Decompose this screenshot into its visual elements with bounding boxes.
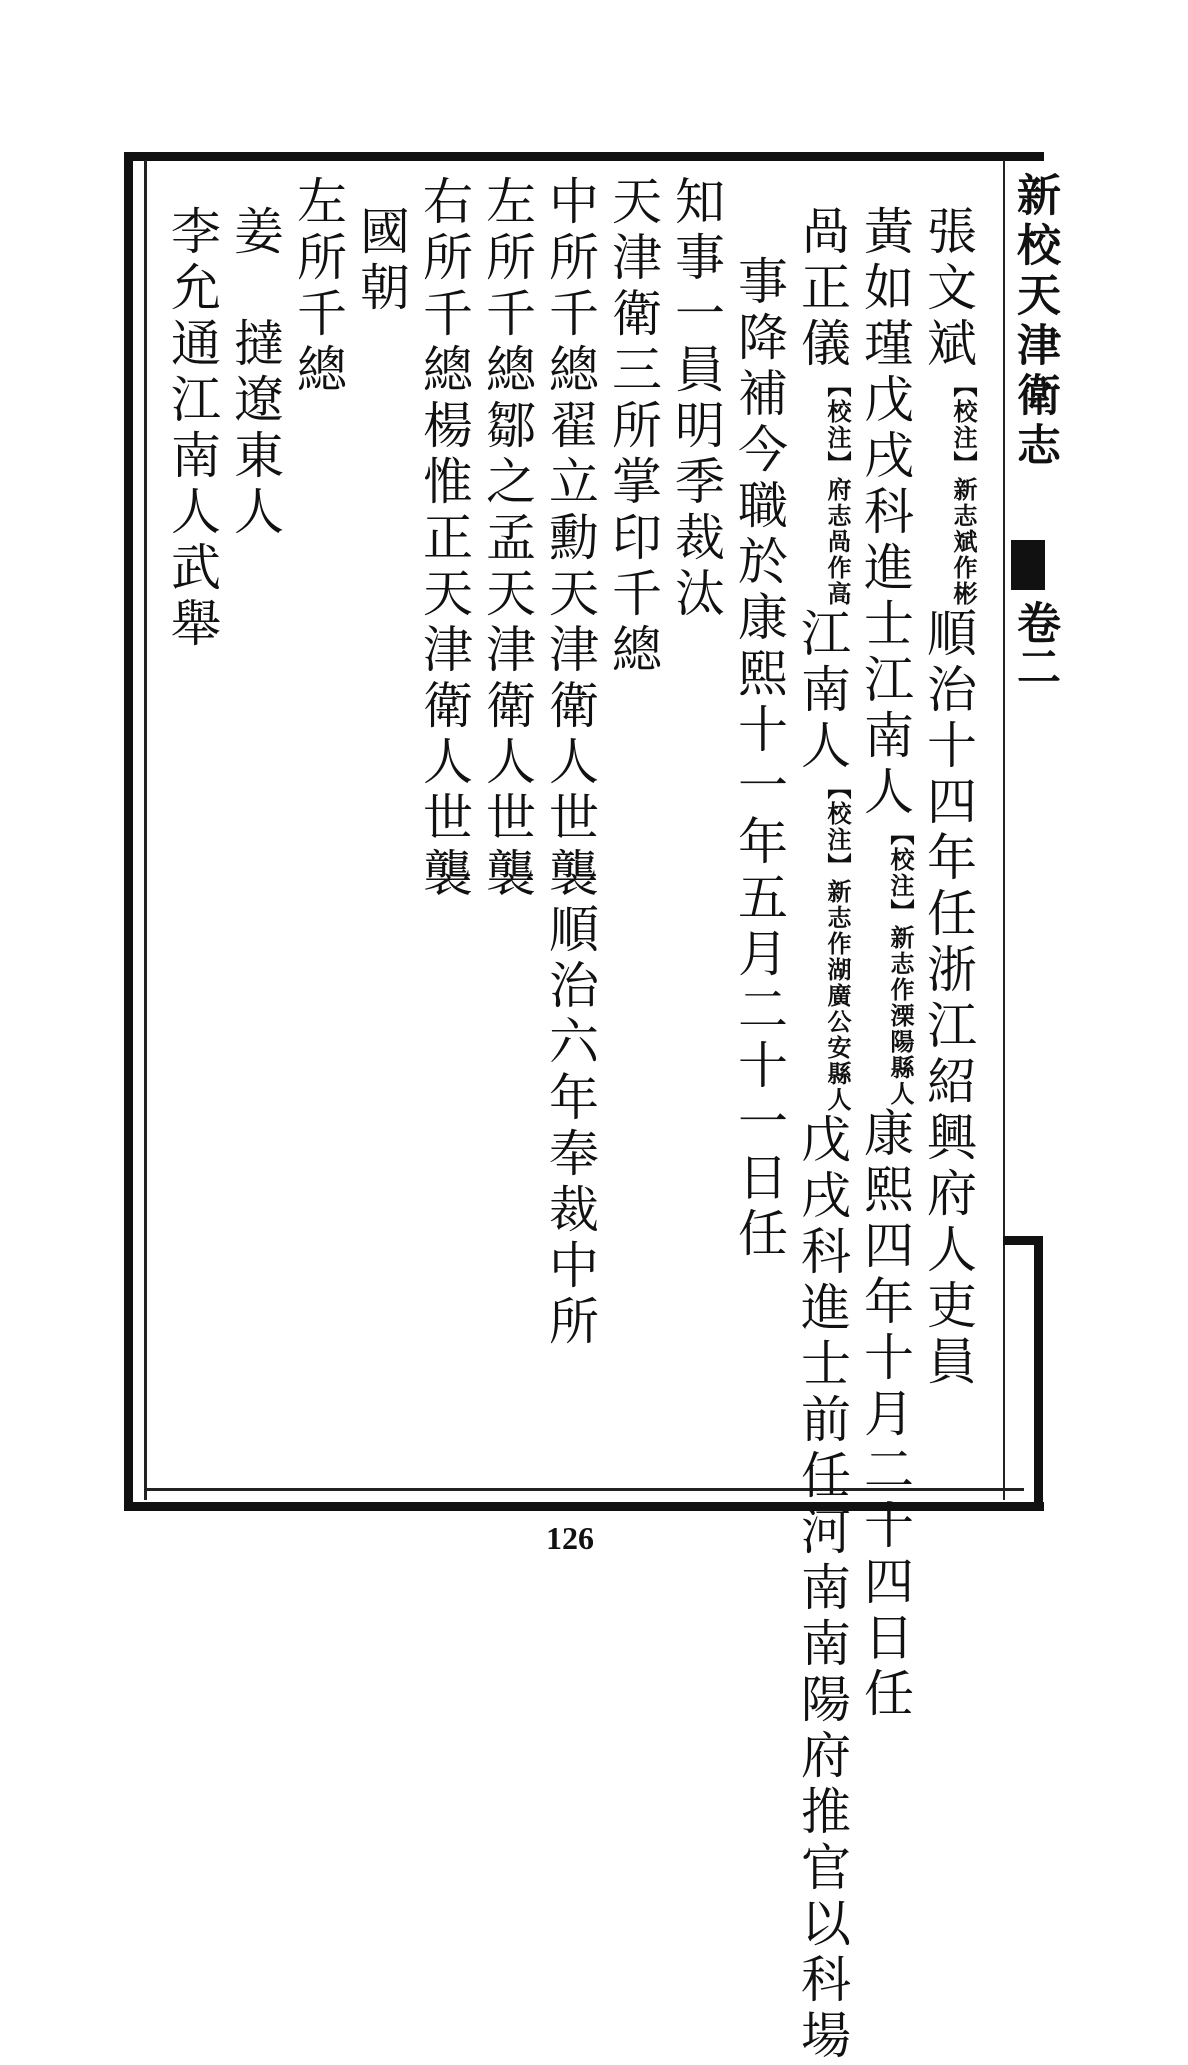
gutter-volume: 卷二 bbox=[1009, 600, 1060, 688]
collation-note: 【校注】新志作溧陽縣人 bbox=[886, 821, 915, 1107]
column-text: 左所千總鄒之孟天津衛人世襲 bbox=[478, 175, 536, 903]
text-column-7 bbox=[542, 175, 598, 1351]
column-text: 知事一員明季裁汰 bbox=[667, 175, 725, 623]
text-column-12 bbox=[227, 205, 283, 541]
page-number: 126 bbox=[546, 1520, 594, 1556]
collation-note: 【校注】新志斌作彬 bbox=[949, 373, 978, 607]
text-column-5 bbox=[668, 175, 724, 623]
text-column-4 bbox=[731, 255, 787, 1263]
text-column-3 bbox=[794, 205, 850, 2065]
fishtail-mark bbox=[1011, 540, 1045, 590]
column-text: 左所千總 bbox=[289, 175, 347, 399]
column-text: 事降補今職於康熙十一年五月二十一日任 bbox=[730, 255, 788, 1263]
gutter-book-title: 新校天津衛志 bbox=[1009, 172, 1060, 472]
frame-left-border bbox=[124, 152, 133, 1510]
column-text: 天津衛三所掌印千總 bbox=[604, 175, 662, 679]
text-column-6 bbox=[605, 175, 661, 679]
collation-note: 【校注】府志咼作高 bbox=[823, 373, 852, 607]
text-column-11 bbox=[290, 175, 346, 399]
text-column-8 bbox=[479, 175, 535, 903]
column-text: 右所千總楊惟正天津衛人世襲 bbox=[415, 175, 473, 903]
column-text: 中所千總翟立勳天津衛人世襲順治六年奉裁中所 bbox=[541, 175, 599, 1351]
column-text: 康熙四年十月二十四日任 bbox=[856, 1107, 914, 1723]
column-text: 江南人 bbox=[793, 607, 851, 775]
text-column-10 bbox=[353, 205, 409, 317]
text-column-9 bbox=[416, 175, 472, 903]
inner-left-border bbox=[144, 160, 147, 1500]
column-text: 李允通江南人武舉 bbox=[163, 205, 221, 653]
column-text: 國朝 bbox=[352, 205, 410, 317]
text-column-13 bbox=[164, 205, 220, 653]
text-column-2 bbox=[857, 205, 913, 1723]
gutter-divider bbox=[1003, 160, 1005, 1500]
column-text: 張文斌 bbox=[919, 205, 977, 373]
frame-top-border bbox=[124, 152, 1044, 161]
column-text: 戊戌科進士前任河南南陽府推官以科場 bbox=[793, 1113, 851, 2065]
column-text: 姜 撻遼東人 bbox=[226, 205, 284, 541]
column-text: 黃如瑾戊戌科進士江南人 bbox=[856, 205, 914, 821]
collation-note: 【校注】新志作湖廣公安縣人 bbox=[823, 775, 852, 1113]
gutter-bracket-side bbox=[1034, 1236, 1043, 1502]
column-text: 順治十四年任浙江紹興府人吏員 bbox=[919, 607, 977, 1391]
text-column-1 bbox=[920, 205, 976, 1391]
column-text: 咼正儀 bbox=[793, 205, 851, 373]
